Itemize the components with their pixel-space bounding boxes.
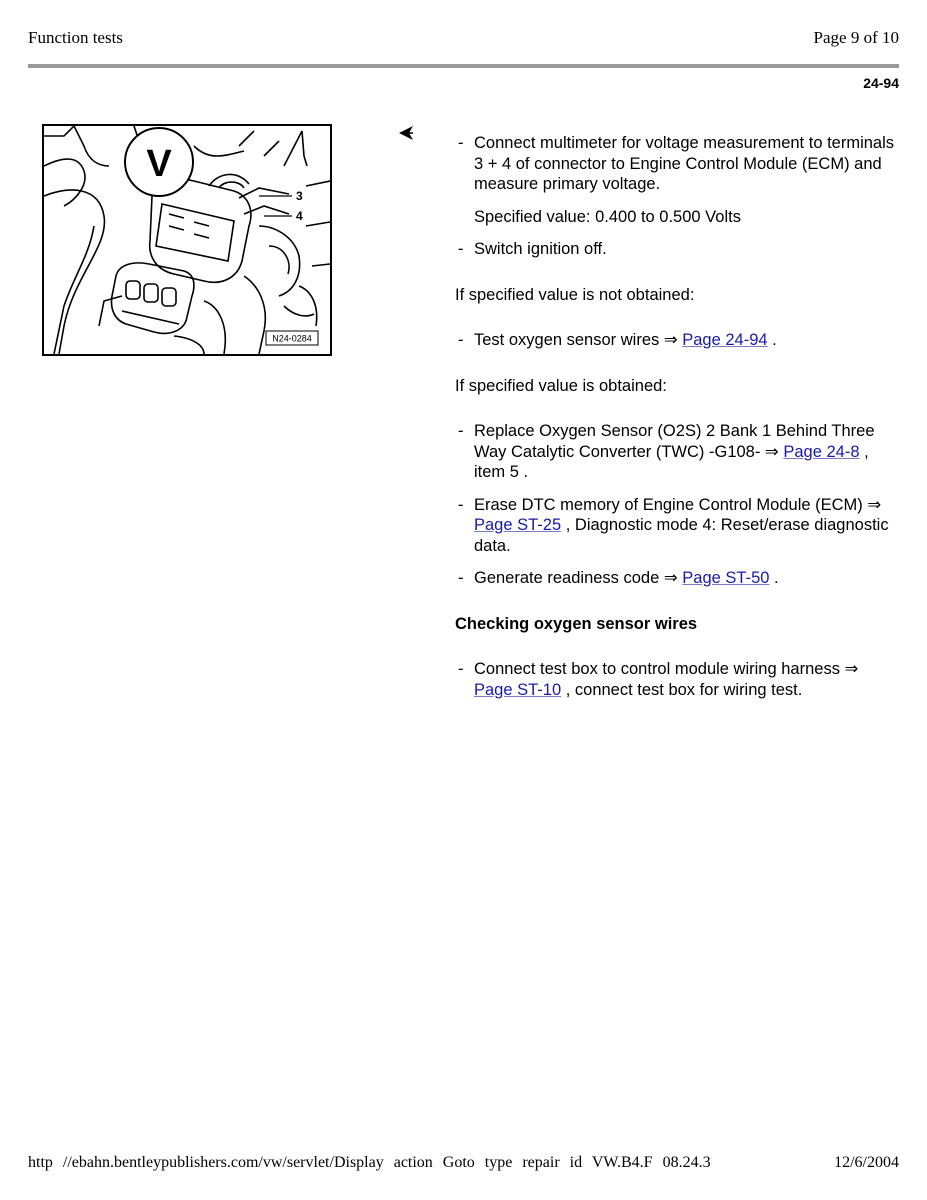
step-connect-multimeter: - Connect multimeter for voltage measurement to terminals 3 + 4 of connector to Engine Control Module (ECM) and measure primary voltage. [458,134,895,193]
page-indicator: Page 9 of 10 [813,28,899,47]
link-page-24-8[interactable]: Page 24-8 [783,442,860,461]
step-generate-readiness: - Generate readiness code ⇒ Page ST-50 . [458,569,779,587]
specified-value: Specified value: 0.400 to 0.500 Volts [474,207,741,226]
document-title: Function tests [28,28,123,47]
condition-obtained: If specified value is obtained: [455,376,667,395]
step-test-wires: - Test oxygen sensor wires ⇒ Page 24-94 . [458,331,777,349]
pointer-arrow-icon [398,124,416,142]
figure-pin-4: 4 [296,209,303,223]
condition-not-obtained: If specified value is not obtained: [455,285,695,304]
figure-image-id: N24-0284 [272,333,312,344]
step-erase-dtc: - Erase DTC memory of Engine Control Module (ECM) ⇒ Page ST-25 , Diagnostic mode 4: Reset/erase diagnostic data. [458,495,889,555]
connector-illustration [42,124,332,356]
procedure-steps [455,133,895,700]
footer-date: 12/6/2004 [834,1154,899,1171]
section-code: 24-94 [863,75,899,91]
footer-url: http //ebahn.bentleypublishers.com/vw/servlet/Display action Goto type repair id VW.B4.F 08.24.3 [28,1154,711,1171]
figure-label-v: V [146,143,172,185]
link-page-st-50[interactable]: Page ST-50 [682,569,770,587]
step-connect-test-box: - Connect test box to control module wiring harness ⇒ Page ST-10 , connect test box for wiring test. [458,660,859,699]
figure-pin-3: 3 [296,189,303,203]
link-page-st-10[interactable]: Page ST-10 [474,680,562,699]
connector-drawing [44,126,330,354]
link-page-24-94[interactable]: Page 24-94 [682,331,768,349]
link-page-st-25[interactable]: Page ST-25 [474,516,562,534]
header-divider [28,64,899,68]
section-heading: Checking oxygen sensor wires [455,614,698,633]
step-replace-sensor: - Replace Oxygen Sensor (O2S) 2 Bank 1 Behind Three Way Catalytic Converter (TWC) -G108- ⇒ Page 24-8 , item 5 . [458,422,875,481]
step-switch-ignition-off: - Switch ignition off. [458,240,607,258]
